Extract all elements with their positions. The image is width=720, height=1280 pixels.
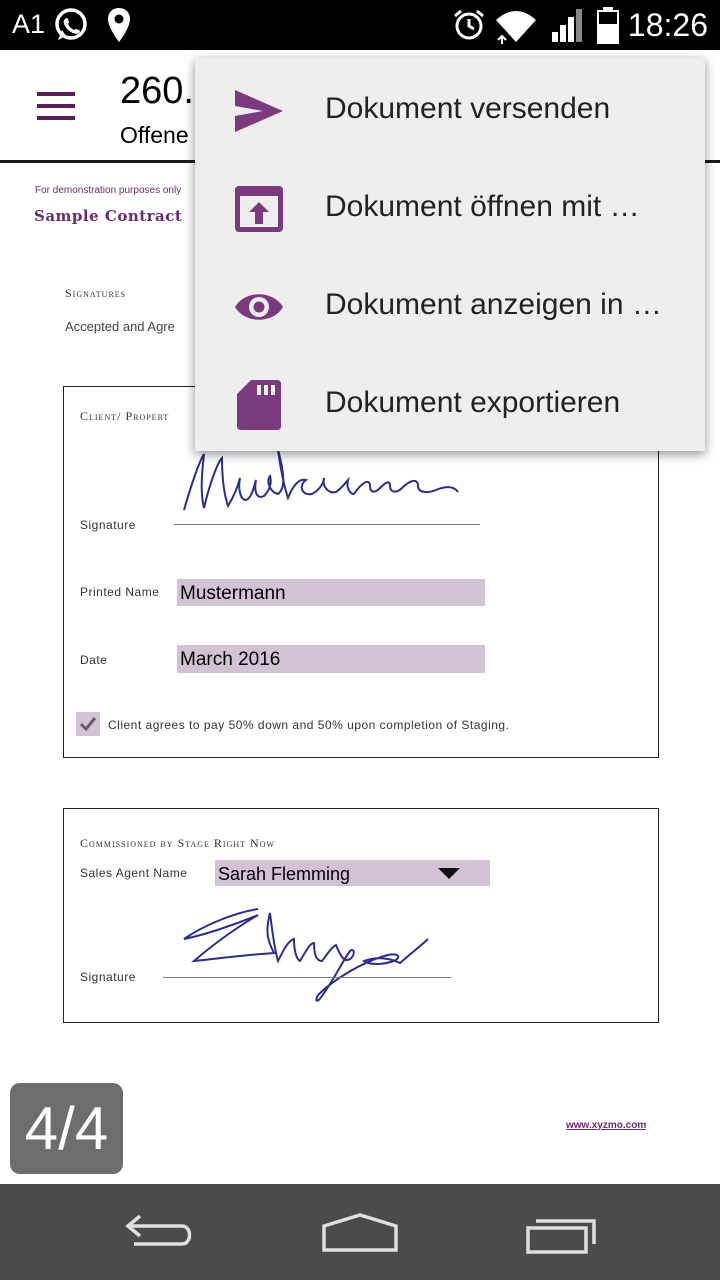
open-with-icon — [233, 184, 285, 234]
carrier-label: A1 — [12, 9, 46, 39]
sales-agent-label: Sales Agent Name — [80, 866, 188, 880]
sales-agent-value: Sarah Flemming — [218, 864, 351, 884]
menu-item-send-document[interactable] — [195, 62, 705, 160]
eye-icon — [233, 282, 285, 332]
app-title: 260. — [120, 70, 194, 112]
signal-icon — [550, 8, 586, 42]
client-signature-line — [174, 524, 480, 525]
menu-item-view-in[interactable] — [195, 258, 705, 356]
whatsapp-icon — [52, 6, 90, 44]
checkmark-icon — [76, 712, 100, 736]
wifi-icon — [492, 8, 540, 44]
demo-note: For demonstration purposes only — [35, 185, 182, 196]
agent-signature-label: Signature — [80, 970, 136, 984]
menu-item-export-document[interactable] — [195, 356, 705, 454]
location-icon — [106, 6, 132, 44]
send-icon — [233, 86, 285, 136]
status-bar — [0, 0, 720, 50]
sd-card-icon — [233, 380, 285, 430]
clock: 18:26 — [627, 7, 708, 43]
commission-signature-box — [63, 808, 659, 1023]
menu-icon[interactable] — [37, 92, 75, 120]
home-icon[interactable] — [320, 1212, 400, 1256]
menu-item-open-with[interactable] — [195, 160, 705, 258]
navigation-bar — [0, 1184, 720, 1280]
site-link[interactable]: www.xyzmo.com — [566, 1120, 647, 1131]
menu-item-label: Dokument öffnen mit … — [325, 190, 640, 223]
agreement-text: Client agrees to pay 50% down and 50% upon completion of Staging. — [108, 718, 510, 732]
client-signature[interactable] — [174, 442, 484, 522]
date-label: Date — [80, 653, 108, 667]
page-indicator: 4/4 — [10, 1083, 123, 1174]
alarm-icon — [452, 8, 486, 42]
accepted-text: Accepted and Agre — [65, 319, 175, 334]
date-field[interactable]: March 2016 — [177, 645, 485, 673]
agent-signature[interactable] — [174, 899, 434, 1009]
battery-icon — [596, 6, 620, 44]
client-box-title: Client/ Propert — [80, 409, 170, 423]
printed-name-field[interactable]: Mustermann — [177, 579, 485, 606]
signatures-heading: Signatures — [65, 286, 127, 300]
agent-signature-line — [163, 977, 451, 978]
sales-agent-dropdown[interactable] — [215, 860, 490, 886]
menu-item-label: Dokument exportieren — [325, 386, 621, 419]
contract-title: Sample Contract — [34, 207, 183, 225]
commission-box-title: Commissioned by Stage Right Now — [80, 836, 276, 850]
menu-item-label: Dokument versenden — [325, 92, 611, 125]
dropdown-arrow-icon — [438, 868, 460, 879]
overflow-menu — [195, 58, 705, 451]
back-icon[interactable] — [118, 1214, 198, 1254]
agreement-checkbox[interactable] — [76, 712, 100, 736]
client-signature-label: Signature — [80, 518, 136, 532]
recent-apps-icon[interactable] — [524, 1216, 600, 1256]
printed-name-label: Printed Name — [80, 585, 160, 599]
app-subtitle: Offene — [120, 122, 189, 148]
menu-item-label: Dokument anzeigen in … — [325, 288, 662, 321]
